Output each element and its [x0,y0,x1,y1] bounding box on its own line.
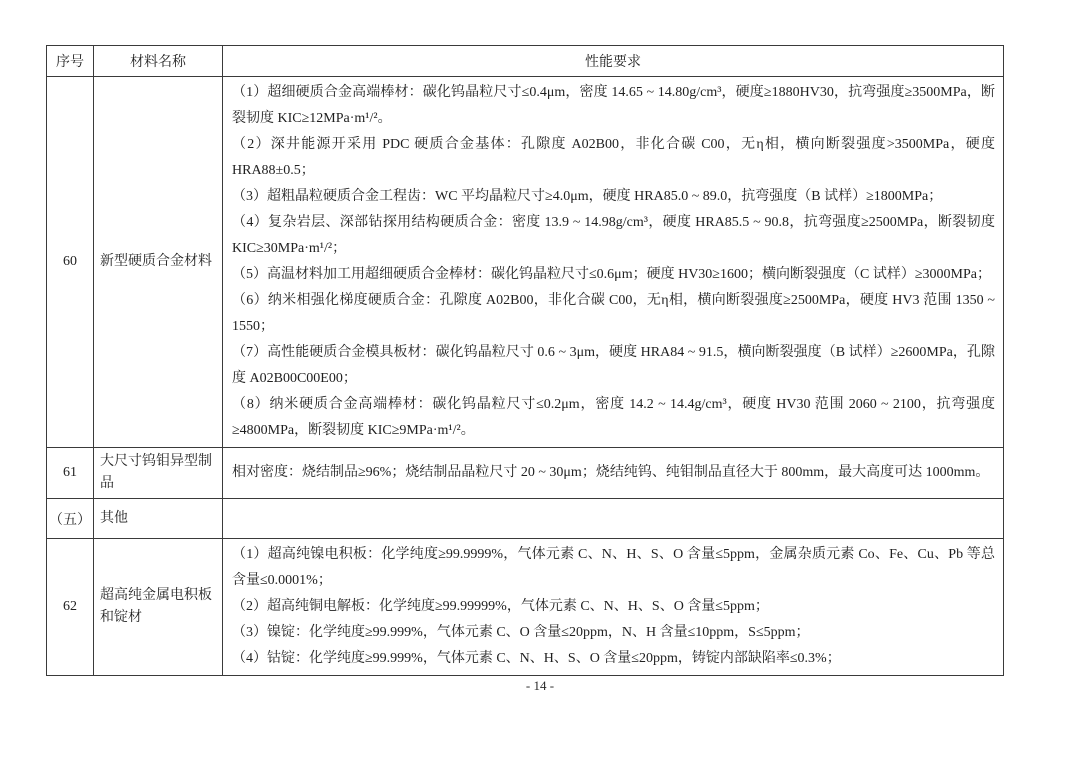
requirements-cell [223,448,1004,499]
table-row [47,77,1004,448]
requirement-item: （3）镍锭：化学纯度≥99.999%，气体元素 C、O 含量≤20ppm，N、H 含量≤10ppm，S≤5ppm； [232,625,810,640]
material-name-cell: 超高纯金属电积板和锭材 [94,539,223,676]
table-row [47,499,1004,539]
requirement-item: （4）复杂岩层、深部钻探用结构硬质合金：密度 13.9 ~ 14.98g/cm³，硬度 HRA85.5 ~ 90.8，抗弯强度≥2500MPa，断裂韧度 KIC≥30MPa·m¹/²； [232,215,995,256]
requirement-item: （6）纳米相强化梯度硬质合金：孔隙度 A02B00，非化合碳 C00，无η相，横向断裂强度≥2500MPa，硬度 HV3 范围 1350 ~ 1550； [232,293,995,334]
requirement-item: （1）超高纯镍电积板：化学纯度≥99.9999%，气体元素 C、N、H、S、O 含量≤5ppm，金属杂质元素 Co、Fe、Cu、Pb 等总含量≤0.0001%； [232,547,995,588]
requirement-item: （2）超高纯铜电解板：化学纯度≥99.99999%，气体元素 C、N、H、S、O 含量≤5ppm； [232,599,769,614]
requirements-cell [223,499,1004,539]
material-name-cell: 新型硬质合金材料 [94,77,223,448]
requirements-cell [223,539,1004,676]
material-name-cell: 其他 [94,499,223,539]
col-header-material-name: 材料名称 [94,46,223,77]
table-row [47,448,1004,499]
table-header [47,46,1004,77]
col-header-serial-number: 序号 [47,46,94,77]
spec-table-body [47,77,1004,676]
serial-number-cell: （五） [47,499,94,539]
requirement-item: （5）高温材料加工用超细硬质合金棒材：碳化钨晶粒尺寸≤0.6μm；硬度 HV30≥1600；横向断裂强度（C 试样）≥3000MPa； [232,267,991,282]
requirement-item: （7）高性能硬质合金模具板材：碳化钨晶粒尺寸 0.6 ~ 3μm，硬度 HRA84 ~ 91.5，横向断裂强度（B 试样）≥2600MPa，孔隙度 A02B00C00E00； [232,345,995,386]
requirement-item: （4）钴锭：化学纯度≥99.999%，气体元素 C、N、H、S、O 含量≤20ppm，铸锭内部缺陷率≤0.3%； [232,651,841,666]
requirement-item: （1）超细硬质合金高端棒材：碳化钨晶粒尺寸≤0.4μm，密度 14.65 ~ 14.80g/cm³，硬度≥1880HV30，抗弯强度≥3500MPa，断裂韧度 KIC≥12MPa·m¹/²。 [232,85,995,126]
serial-number-cell: 61 [47,448,94,499]
requirements-cell [223,77,1004,448]
requirement-item: 相对密度：烧结制品≥96%；烧结制品晶粒尺寸 20 ~ 30μm；烧结纯钨、纯钼制品直径大于 800mm，最大高度可达 1000mm。 [232,465,990,480]
col-header-performance-requirements: 性能要求 [223,46,1004,77]
table-row [47,539,1004,676]
requirement-item: （3）超粗晶粒硬质合金工程齿：WC 平均晶粒尺寸≥4.0μm，硬度 HRA85.0 ~ 89.0，抗弯强度（B 试样）≥1800MPa； [232,189,943,204]
serial-number-cell: 60 [47,77,94,448]
serial-number-cell: 62 [47,539,94,676]
page-number: - 14 - [525,678,555,693]
material-name-cell: 大尺寸钨钼异型制品 [94,448,223,499]
requirement-item: （2）深井能源开采用 PDC 硬质合金基体：孔隙度 A02B00，非化合碳 C00，无η相，横向断裂强度>3500MPa，硬度 HRA88±0.5； [232,137,995,178]
requirement-item: （8）纳米硬质合金高端棒材：碳化钨晶粒尺寸≤0.2μm，密度 14.2 ~ 14.4g/cm³，硬度 HV30 范围 2060 ~ 2100，抗弯强度≥4800MPa，断裂韧度 KIC≥9MPa·m¹/²。 [232,397,995,438]
header-row [47,46,1004,77]
material-spec-table [46,45,1004,676]
